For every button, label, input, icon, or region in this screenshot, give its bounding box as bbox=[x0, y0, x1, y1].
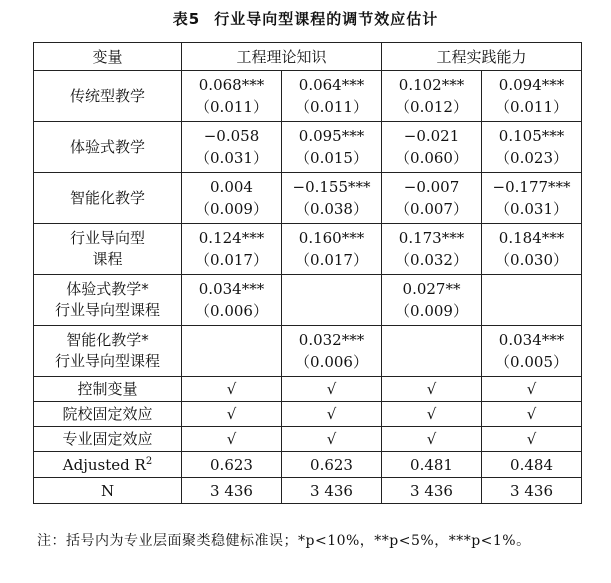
check-mark: √ bbox=[182, 377, 282, 402]
table-row bbox=[34, 224, 582, 275]
table-row bbox=[34, 377, 582, 402]
table-cell bbox=[382, 122, 482, 173]
coefficient: 0.124*** bbox=[198, 229, 265, 247]
coefficient: 0.094*** bbox=[498, 76, 565, 94]
standard-error: （0.017） bbox=[195, 251, 268, 269]
stat-value: 0.481 bbox=[382, 452, 482, 478]
coefficient: 0.034*** bbox=[198, 280, 265, 298]
table-cell bbox=[182, 122, 282, 173]
table-cell bbox=[482, 122, 582, 173]
stat-value: 3 436 bbox=[282, 478, 382, 504]
standard-error: （0.015） bbox=[295, 149, 368, 167]
coefficient: 0.173*** bbox=[398, 229, 465, 247]
table-row bbox=[34, 71, 582, 122]
row-label-line: 体验式教学* bbox=[66, 280, 149, 298]
standard-error: （0.060） bbox=[395, 149, 468, 167]
table-row bbox=[34, 402, 582, 427]
table-cell bbox=[382, 173, 482, 224]
standard-error: （0.038） bbox=[295, 200, 368, 218]
standard-error: （0.009） bbox=[395, 302, 468, 320]
check-mark: √ bbox=[382, 402, 482, 427]
table-cell bbox=[182, 275, 282, 326]
table-cell bbox=[382, 275, 482, 326]
standard-error: （0.009） bbox=[195, 200, 268, 218]
header-row bbox=[34, 43, 582, 71]
coefficient: 0.032*** bbox=[298, 331, 365, 349]
coefficient: −0.058 bbox=[203, 127, 260, 145]
table-row bbox=[34, 452, 582, 478]
adjusted-r2-superscript: 2 bbox=[145, 455, 153, 467]
regression-table bbox=[33, 42, 582, 504]
table-cell bbox=[382, 326, 482, 377]
coefficient: 0.184*** bbox=[498, 229, 565, 247]
coefficient: −0.021 bbox=[403, 127, 460, 145]
stat-value: 3 436 bbox=[382, 478, 482, 504]
table-cell bbox=[382, 224, 482, 275]
coefficient: 0.004 bbox=[210, 178, 253, 196]
table-cell bbox=[482, 326, 582, 377]
table-cell bbox=[482, 275, 582, 326]
row-label: 智能化教学 bbox=[34, 173, 182, 224]
check-mark: √ bbox=[482, 427, 582, 452]
table-title bbox=[0, 8, 611, 29]
standard-error: （0.032） bbox=[395, 251, 468, 269]
stat-value: 0.623 bbox=[282, 452, 382, 478]
row-label-line: 行业导向型课程 bbox=[54, 301, 160, 319]
row-label bbox=[34, 452, 182, 478]
standard-error: （0.023） bbox=[495, 149, 568, 167]
row-label-line: 智能化教学* bbox=[66, 331, 149, 349]
standard-error: （0.011） bbox=[295, 98, 368, 116]
header-practice-ability: 工程实践能力 bbox=[382, 43, 582, 71]
table-cell bbox=[282, 122, 382, 173]
table-number: 表5 bbox=[172, 10, 201, 28]
table-row bbox=[34, 427, 582, 452]
stat-value: 0.623 bbox=[182, 452, 282, 478]
standard-error: （0.012） bbox=[395, 98, 468, 116]
table-cell bbox=[182, 71, 282, 122]
table-cell bbox=[282, 224, 382, 275]
check-mark: √ bbox=[182, 402, 282, 427]
check-mark: √ bbox=[382, 427, 482, 452]
table-cell bbox=[282, 71, 382, 122]
standard-error: （0.011） bbox=[495, 98, 568, 116]
standard-error: （0.031） bbox=[195, 149, 268, 167]
table-note: 注：括号内为专业层面聚类稳健标准误；*p<10%，**p<5%，***p<1%。 bbox=[37, 533, 531, 549]
standard-error: （0.011） bbox=[195, 98, 268, 116]
table-cell bbox=[282, 275, 382, 326]
standard-error: （0.031） bbox=[495, 200, 568, 218]
table-row bbox=[34, 173, 582, 224]
table-row bbox=[34, 478, 582, 504]
row-label bbox=[34, 224, 182, 275]
check-mark: √ bbox=[282, 402, 382, 427]
row-label: 专业固定效应 bbox=[34, 427, 182, 452]
table-cell bbox=[182, 326, 282, 377]
stat-value: 3 436 bbox=[482, 478, 582, 504]
row-label: 传统型教学 bbox=[34, 71, 182, 122]
coefficient: −0.155*** bbox=[292, 178, 371, 196]
adjusted-r2-label: Adjusted R bbox=[62, 455, 146, 474]
check-mark: √ bbox=[282, 377, 382, 402]
table-cell bbox=[282, 326, 382, 377]
coefficient: 0.105*** bbox=[498, 127, 565, 145]
header-variable: 变量 bbox=[34, 43, 182, 71]
table-row bbox=[34, 326, 582, 377]
coefficient: 0.068*** bbox=[198, 76, 265, 94]
check-mark: √ bbox=[182, 427, 282, 452]
coefficient: −0.007 bbox=[403, 178, 460, 196]
row-label-line: 行业导向型课程 bbox=[54, 352, 160, 370]
row-label-line: 课程 bbox=[92, 250, 123, 268]
standard-error: （0.007） bbox=[395, 200, 468, 218]
standard-error: （0.030） bbox=[495, 251, 568, 269]
row-label: 控制变量 bbox=[34, 377, 182, 402]
table-cell bbox=[282, 173, 382, 224]
coefficient: 0.102*** bbox=[398, 76, 465, 94]
table-cell bbox=[482, 224, 582, 275]
table-cell bbox=[482, 71, 582, 122]
header-theory-knowledge: 工程理论知识 bbox=[182, 43, 382, 71]
row-label bbox=[34, 275, 182, 326]
row-label: N bbox=[34, 478, 182, 504]
coefficient: 0.034*** bbox=[498, 331, 565, 349]
row-label bbox=[34, 326, 182, 377]
row-label: 体验式教学 bbox=[34, 122, 182, 173]
standard-error: （0.006） bbox=[195, 302, 268, 320]
row-label-line: 行业导向型 bbox=[69, 229, 145, 247]
coefficient: 0.027** bbox=[402, 280, 461, 298]
coefficient: 0.064*** bbox=[298, 76, 365, 94]
table-cell bbox=[182, 173, 282, 224]
coefficient: −0.177*** bbox=[492, 178, 571, 196]
standard-error: （0.017） bbox=[295, 251, 368, 269]
table-row bbox=[34, 122, 582, 173]
table-title-text: 行业导向型课程的调节效应估计 bbox=[214, 10, 439, 28]
row-label: 院校固定效应 bbox=[34, 402, 182, 427]
coefficient: 0.160*** bbox=[298, 229, 365, 247]
check-mark: √ bbox=[482, 402, 582, 427]
standard-error: （0.006） bbox=[295, 353, 368, 371]
coefficient: 0.095*** bbox=[298, 127, 365, 145]
check-mark: √ bbox=[282, 427, 382, 452]
table-cell bbox=[482, 173, 582, 224]
check-mark: √ bbox=[382, 377, 482, 402]
table-cell bbox=[182, 224, 282, 275]
table-row bbox=[34, 275, 582, 326]
table-cell bbox=[382, 71, 482, 122]
standard-error: （0.005） bbox=[495, 353, 568, 371]
stat-value: 3 436 bbox=[182, 478, 282, 504]
check-mark: √ bbox=[482, 377, 582, 402]
stat-value: 0.484 bbox=[482, 452, 582, 478]
